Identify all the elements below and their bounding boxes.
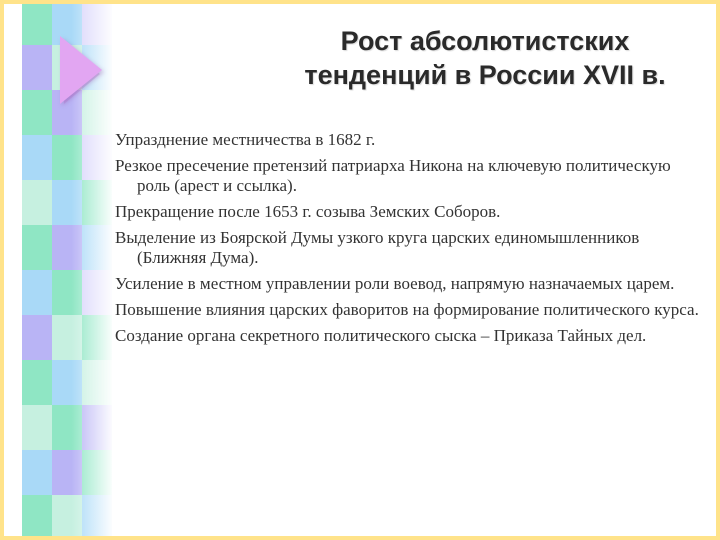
bullet-item: Прекращение после 1653 г. созыва Земских Соборов. xyxy=(115,202,501,221)
bullet-item: Выделение из Боярской Думы узкого круга царских единомышленников (Ближняя Дума). xyxy=(115,228,640,267)
bullet-list xyxy=(115,130,700,352)
bullet-item: Упразднение местничества в 1682 г. xyxy=(115,130,376,149)
slide-title xyxy=(250,24,720,92)
bullet-item: Повышение влияния царских фаворитов на формирование политического курса. xyxy=(115,300,699,319)
slide-title-line-2: тенденций в России XVII в. xyxy=(304,60,666,90)
triangle-arrow-icon xyxy=(60,36,102,104)
bullet-item: Создание органа секретного политического сыска – Приказа Тайных дел. xyxy=(115,326,647,345)
bullet-item: Усиление в местном управлении роли воевод, напрямую назначаемых царем. xyxy=(115,274,675,293)
bullet-item: Резкое пресечение претензий патриарха Никона на ключевую политическую роль (арест и ссылка). xyxy=(115,156,671,195)
slide-title-line-1: Рост абсолютистских xyxy=(340,26,630,56)
